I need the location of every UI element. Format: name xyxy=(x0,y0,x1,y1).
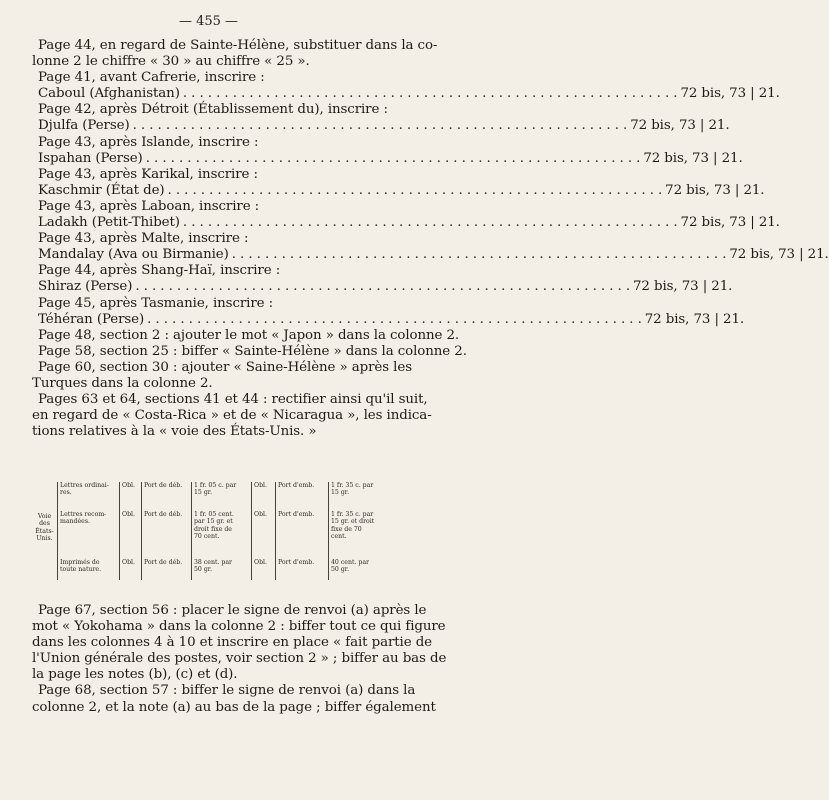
dot-leader: . . . . . . . . . . . . . . . . . . . . . . . . . . . . . . . . . . . . . . . . . . . . . . . . . . . . . . . . . . . . xyxy=(147,311,642,327)
cell-line: 1 fr. 35 c. par xyxy=(331,511,374,518)
cell-line: fixe de 70 xyxy=(331,525,362,533)
table-cell xyxy=(60,511,116,526)
cell-line: 1 fr. 35 c. par xyxy=(331,482,374,489)
cell-line: 40 cent. par xyxy=(331,559,369,566)
entry-reference: 72 bis, 73 | 21. xyxy=(665,182,765,198)
text-line: en regard de « Costa-Rica » et de « Nicaragua », les indica- xyxy=(32,408,432,424)
dot-leader: . . . . . . . . . . . . . . . . . . . . . . . . . . . . . . . . . . . . . . . . . . . . . . . . . . . . . . . . . . . . xyxy=(167,182,663,198)
cell-line: par 15 gr. et xyxy=(194,518,233,526)
table-column-rule xyxy=(119,482,120,580)
text-line: Page 44, en regard de Sainte-Hélène, substituer dans la co- xyxy=(38,38,438,53)
cell-line: 15 gr. et droit xyxy=(331,518,375,526)
table-cell xyxy=(194,559,248,574)
voie-word: Voie xyxy=(37,513,52,520)
table-column-rule xyxy=(328,482,329,580)
cell-line: mandées. xyxy=(60,518,90,526)
table-column-rule xyxy=(191,482,192,580)
cell-line: 70 cent. xyxy=(194,533,220,541)
table-cell xyxy=(331,511,386,541)
entry-name: Caboul (Afghanistan) xyxy=(38,86,180,102)
table-cell: Obl. xyxy=(254,482,267,489)
dot-leader: . . . . . . . . . . . . . . . . . . . . . . . . . . . . . . . . . . . . . . . . . . . . . . . . . . . . . . . . . . . . xyxy=(145,150,641,166)
table-cell: Port d'emb. xyxy=(278,511,315,518)
table-cell xyxy=(194,482,248,497)
voie-word: États- xyxy=(35,527,54,535)
cell-line: 15 gr. xyxy=(194,489,213,497)
cell-line: 50 gr. xyxy=(194,566,213,574)
text-line: Page 44, après Shang-Haï, inscrire : xyxy=(38,263,281,279)
entry-reference: 72 bis, 73 | 21. xyxy=(729,247,829,263)
text-block-upper xyxy=(32,38,829,440)
list-entry xyxy=(32,86,780,102)
dot-leader: . . . . . . . . . . . . . . . . . . . . . . . . . . . . . . . . . . . . . . . . . . . . . . . . . . . . . . . . . . . . xyxy=(182,215,678,231)
table-cell: Obl. xyxy=(122,559,135,566)
entry-reference: 72 bis, 73 | 21. xyxy=(644,311,745,327)
entry-reference: 72 bis, 73 | 21. xyxy=(643,150,743,166)
entry-name: Ladakh (Petit-Thibet) xyxy=(38,215,180,231)
table-cell: Port de déb. xyxy=(144,482,183,489)
list-entry xyxy=(32,182,765,199)
voie-word: des xyxy=(39,520,50,528)
text-line: mot « Yokohama » dans la colonne 2 : biffer tout ce qui figure xyxy=(32,619,446,635)
dot-leader: . . . . . . . . . . . . . . . . . . . . . . . . . . . . . . . . . . . . . . . . . . . . . . . . . . . . . . . . . . . . xyxy=(231,247,727,263)
table-cell xyxy=(60,559,116,574)
list-entry xyxy=(32,279,733,295)
entry-reference: 72 bis, 73 | 21. xyxy=(680,215,780,231)
table-cell xyxy=(331,482,386,497)
table-voie-label xyxy=(32,513,57,543)
dot-leader: . . . . . . . . . . . . . . . . . . . . . . . . . . . . . . . . . . . . . . . . . . . . . . . . . . . . . . . . . . . . xyxy=(182,86,678,102)
text-line: dans les colonnes 4 à 10 et inscrire en place « fait partie de xyxy=(32,635,432,651)
cell-line: 15 gr. xyxy=(331,489,350,497)
cell-line: Lettres ordinai- xyxy=(60,482,109,489)
text-line: Page 67, section 56 : placer le signe de renvoi (a) après le xyxy=(38,603,427,618)
cell-line: Lettres recom- xyxy=(60,511,107,518)
cell-line: 1 fr. 05 c. par xyxy=(194,482,237,489)
text-line: Page 43, après Laboan, inscrire : xyxy=(38,198,260,214)
list-entry xyxy=(32,150,743,167)
cell-line: 38 cent. par xyxy=(194,559,232,566)
text-line: lonne 2 le chiffre « 30 » au chiffre « 25 ». xyxy=(32,54,310,70)
text-line: la page les notes (b), (c) et (d). xyxy=(32,667,238,683)
list-entry xyxy=(32,311,745,328)
cell-line: 50 gr. xyxy=(331,566,350,574)
cell-line: Imprimés de xyxy=(60,559,100,566)
entry-name: Shiraz (Perse) xyxy=(38,279,133,295)
dot-leader: . . . . . . . . . . . . . . . . . . . . . . . . . . . . . . . . . . . . . . . . . . . . . . . . . . . . . . . . . . . . xyxy=(132,118,628,134)
text-line: Page 43, après Malte, inscrire : xyxy=(38,231,249,247)
text-line: Page 68, section 57 : biffer le signe de renvoi (a) dans la xyxy=(38,683,416,699)
table-cell: Obl. xyxy=(122,511,135,518)
text-line: colonne 2, et la note (a) au bas de la page ; biffer également xyxy=(32,699,436,715)
page-number: — 455 — xyxy=(178,14,239,29)
voie-word: Unis. xyxy=(36,535,53,543)
entry-name: Téhéran (Perse) xyxy=(38,311,145,327)
table-cell: Port de déb. xyxy=(144,511,183,518)
text-line: Page 45, après Tasmanie, inscrire : xyxy=(38,295,274,311)
table-column-rule xyxy=(141,482,142,580)
cell-line: res. xyxy=(60,489,72,497)
entry-reference: 72 bis, 73 | 21. xyxy=(630,118,730,134)
text-line: Pages 63 et 64, sections 41 et 44 : rectifier ainsi qu'il suit, xyxy=(38,392,428,408)
text-line: Page 43, après Islande, inscrire : xyxy=(38,134,259,150)
text-line: Page 43, après Karikal, inscrire : xyxy=(38,166,258,182)
text-line: Turques dans la colonne 2. xyxy=(32,375,213,391)
list-entry xyxy=(32,118,730,134)
text-block-lower xyxy=(32,603,447,716)
cell-line: droit fixe de xyxy=(194,525,232,533)
text-line: l'Union générale des postes, voir section 2 » ; biffer au bas de xyxy=(32,651,447,667)
cell-line: 1 fr. 05 cent. xyxy=(194,511,234,518)
list-entry xyxy=(32,247,829,263)
text-line: Page 58, section 25 : biffer « Sainte-Hélène » dans la colonne 2. xyxy=(38,343,467,359)
table-cell xyxy=(331,559,386,574)
entry-name: Djulfa (Perse) xyxy=(38,118,130,134)
table-cell: Port de déb. xyxy=(144,559,183,566)
list-entry xyxy=(32,215,780,231)
cell-line: cent. xyxy=(331,533,347,541)
table-cell: Obl. xyxy=(254,511,267,518)
text-line: Page 48, section 2 : ajouter le mot « Japon » dans la colonne 2. xyxy=(38,327,460,343)
dot-leader: . . . . . . . . . . . . . . . . . . . . . . . . . . . . . . . . . . . . . . . . . . . . . . . . . . . . . . . . . . . . xyxy=(135,279,630,295)
entry-name: Ispahan (Perse) xyxy=(38,150,143,166)
entry-name: Mandalay (Ava ou Birmanie) xyxy=(38,247,229,263)
entry-reference: 72 bis, 73 | 21. xyxy=(680,86,780,102)
table-cell: Port d'emb. xyxy=(278,559,315,566)
entry-reference: 72 bis, 73 | 21. xyxy=(632,279,733,295)
table-cell: Obl. xyxy=(254,559,267,566)
table-column-rule xyxy=(275,482,276,580)
text-line: Page 42, après Détroit (Établissement du), inscrire : xyxy=(38,102,388,118)
table-cell: Port d'emb. xyxy=(278,482,315,489)
table-cell: Obl. xyxy=(122,482,135,489)
postal-rates-table xyxy=(32,480,388,583)
table-cell xyxy=(194,511,248,541)
entry-name: Kaschmir (État de) xyxy=(38,182,165,198)
text-line: tions relatives à la « voie des États-Unis. » xyxy=(32,424,317,440)
cell-line: toute nature. xyxy=(60,566,102,574)
table-cell xyxy=(60,482,116,497)
text-line: Page 41, avant Cafrerie, inscrire : xyxy=(38,70,265,86)
table-column-rule xyxy=(57,482,58,580)
table-column-rule xyxy=(251,482,252,580)
text-line: Page 60, section 30 : ajouter « Saine-Hélène » après les xyxy=(38,359,412,375)
